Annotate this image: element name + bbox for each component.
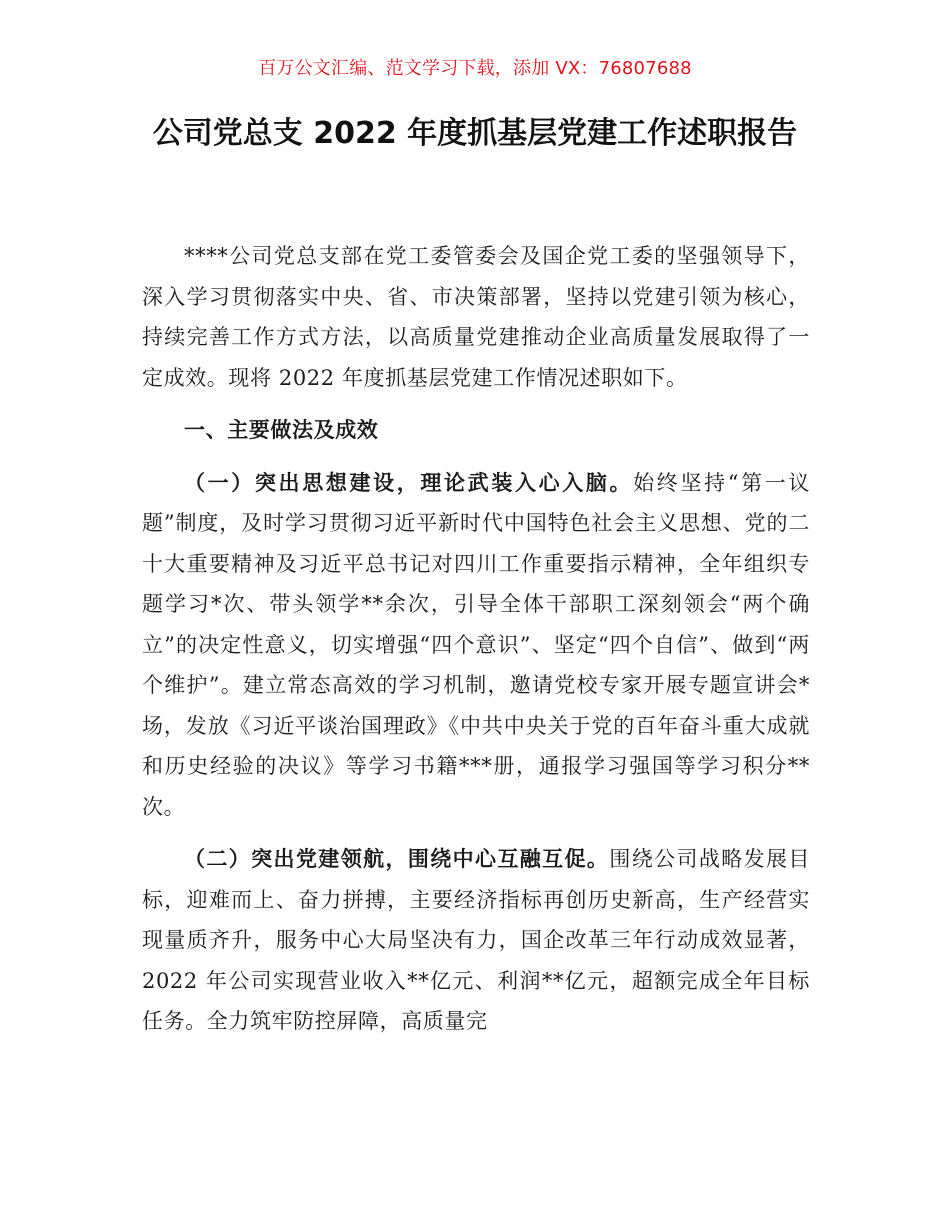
item-1-lead: （一）突出思想建设，理论武装入心入脑。 xyxy=(184,470,634,495)
document-title: 公司党总支 2022 年度抓基层党建工作述职报告 xyxy=(152,116,798,151)
header-banner: 百万公文汇编、范文学习下载，添加 VX：76807688 xyxy=(258,58,692,79)
item-1-paragraph xyxy=(142,463,810,828)
section-heading: 一、主要做法及成效 xyxy=(184,418,379,442)
item-2-paragraph xyxy=(142,839,810,1042)
item-1-text: 始终坚持“第一议题”制度，及时学习贯彻习近平新时代中国特色社会主义思想、党的二十大重要精神及习近平总书记对四川工作重要指示精神，全年组织专题学习*次、带头领学**余次，引导全体干部职工深刻领会“两个确立”的决定性意义，切实增强“四个意识”、坚定“四个自信”、做到“两个维护”。建立常态高效的学习机制，邀请党校专家开展专题宣讲会*场，发放《习近平谈治国理政》《中共中央关于党的百年奋斗重大成就和历史经验的决议》等学习书籍***册，通报学习强国等学习积分**次。 xyxy=(142,470,810,819)
document-body xyxy=(142,236,810,1042)
intro-paragraph: ****公司党总支部在党工委管委会及国企党工委的坚强领导下，深入学习贯彻落实中央、省、市决策部署，坚持以党建引领为核心，持续完善工作方式方法，以高质量党建推动企业高质量发展取得了一定成效。现将 2022 年度抓基层党建工作情况述职如下。 xyxy=(142,244,810,390)
item-2-lead: （二）突出党建领航，围绕中心互融互促。 xyxy=(184,847,610,871)
item-2-text: 围绕公司战略发展目标，迎难而上、奋力拼搏，主要经济指标再创历史新高，生产经营实现量质齐升，服务中心大局坚决有力，国企改革三年行动成效显著，2022 年公司实现营业收入**亿元、利润**亿元，超额完成全年目标任务。全力筑牢防控屏障，高质量完 xyxy=(142,847,810,1033)
